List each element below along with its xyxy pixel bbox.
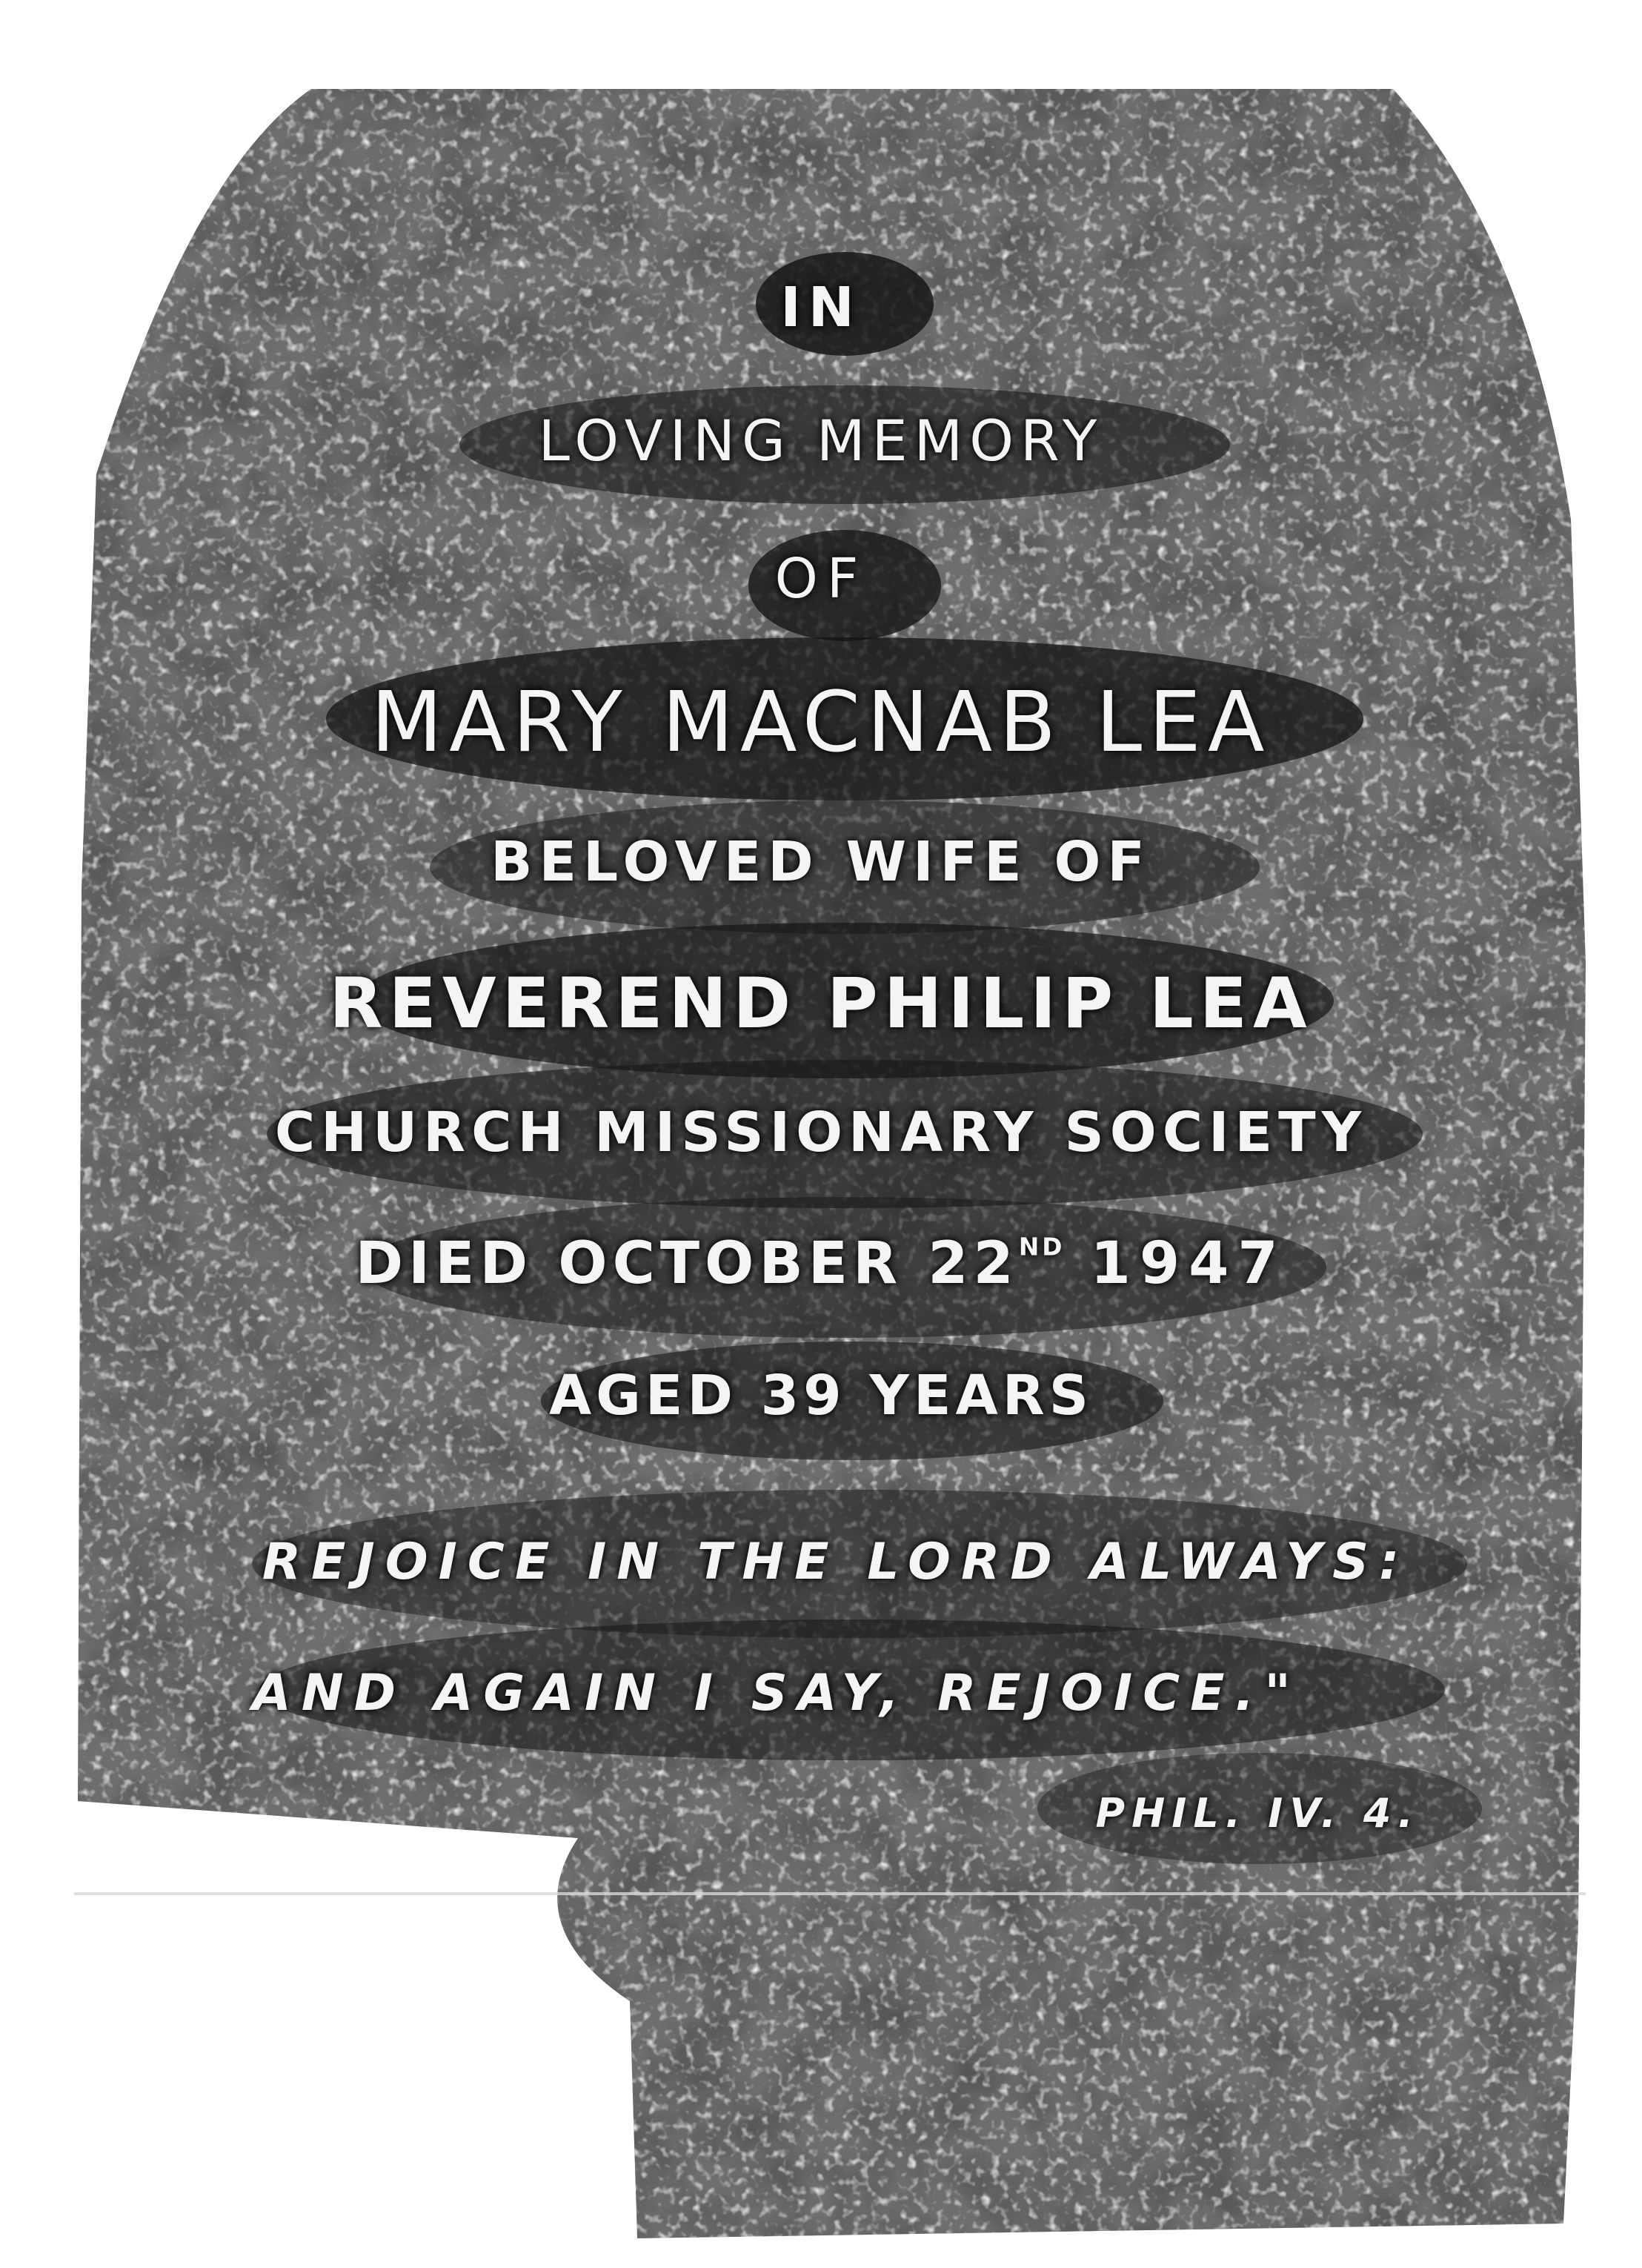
inscription-beloved-wife-of: BELOVED WIFE OF <box>491 830 1151 894</box>
inscription-of: OF <box>774 547 868 611</box>
society-name: CHURCH MISSIONARY SOCIETY <box>274 1101 1368 1164</box>
verse-line-2: AND AGAIN I SAY, REJOICE." <box>252 1664 1301 1722</box>
death-date <box>0 1230 1642 1297</box>
verse-line-1: REJOICE IN THE LORD ALWAYS: <box>262 1533 1410 1591</box>
death-date-year: 1947 <box>1090 1230 1287 1297</box>
age-at-death: AGED 39 YEARS <box>548 1364 1094 1428</box>
death-date-suffix: ND <box>1018 1233 1066 1261</box>
inscription-in: IN <box>780 276 862 339</box>
death-date-day: DIED OCTOBER 22 <box>355 1230 1019 1297</box>
inscription-loving-memory: LOVING MEMORY <box>538 408 1104 474</box>
deceased-name: MARY MACNAB LEA <box>370 674 1272 771</box>
verse-reference: PHIL. IV. 4. <box>1095 1790 1420 1837</box>
husband-name: REVEREND PHILIP LEA <box>329 964 1313 1044</box>
